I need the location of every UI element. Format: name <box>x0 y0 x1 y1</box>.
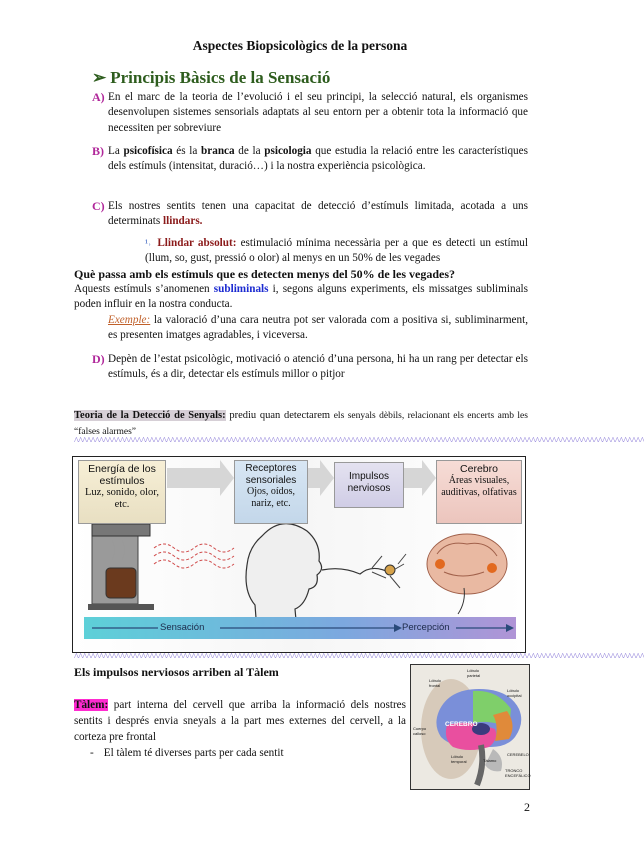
impulses-heading: Els impulsos nerviosos arriben al Tàlem <box>74 665 279 679</box>
box-impulses-title: Impulsos nerviosos <box>347 471 391 494</box>
dash-bullet: - <box>90 747 94 759</box>
brain-label-occipital: Lóbulo occipital <box>507 688 522 698</box>
box-brain-title: Cerebro <box>460 463 498 475</box>
box-receptors-body: Ojos, oídos, nariz, etc. <box>246 486 296 509</box>
brain-diagram <box>410 664 530 790</box>
page-number: 2 <box>524 800 530 814</box>
subliminal-text: Aquests estímuls s’anomenen subliminals i, segons alguns experiments, els missatges subliminals poden influir en la nostra conducta. <box>74 283 529 311</box>
item-b-label: B) <box>92 144 104 158</box>
box-energy-title: Energía de los estímulos <box>88 463 156 487</box>
question-heading: Què passa amb els estímuls que es detecten menys del 50% de les vegades? <box>74 267 455 281</box>
item-c-text: Els nostres sentits tenen una capacitat de detecció d’estímuls limitada, acotada a uns determinats llindars. <box>108 200 528 228</box>
detection-theory: Teoria de la Detecció de Senyals: prediu quan detectarem els senyals dèbils, relacionant els encerts amb les “falses alarmes” <box>74 410 528 438</box>
brain-label-callosum: Cuerpo calloso <box>413 726 427 736</box>
page-title: Aspectes Biopsicològics de la persona <box>192 38 408 53</box>
item-d-label: D) <box>92 352 105 366</box>
brain-label-parietal: Lóbulo parietal <box>467 668 481 678</box>
brain-label-cerebellum: CEREBELO <box>507 752 529 757</box>
bar-label-sensation: Sensación <box>160 622 205 633</box>
talem-definition: Tàlem: part interna del cervell que arriba la informació dels nostres sentits i després envia sneyals a la part mes externes del cervell, a la corteza pre frontal <box>74 699 406 743</box>
wave-divider-top: ^^^^^^^^^^^^^^^^^^^^^^^^^^^^^^^^^^^^^^^^^^^^^^^^^^^^^^^^^^^^^^^^^^^^^^^^^^^^^^^^^^^^^^^^^^^^^^^^^^^^^^^^^^^^^^^^^^^^^^^^^^^^^^^^^^^^^^^^ <box>74 436 644 447</box>
brain-label-brainstem: TRONCO ENCEFÁLICO <box>505 768 531 778</box>
item-d-text: Depèn de l’estat psicològic, motivació o atenció d’una persona, hi ha un rang per detectar els estímuls, és a dir, detectar els estímuls millor o pitjor <box>108 353 528 381</box>
example-text: Exemple: la valoració d’una cara neutra pot ser valorada com a positiva si, subliminarment, es presenten imatges agradables, i viceversa. <box>108 314 528 342</box>
bar-label-perception: Percepción <box>402 622 450 633</box>
box-brain-body: Áreas visuales, auditivas, olfativas <box>441 475 517 498</box>
brain-label-frontal: Lóbulo frontal <box>429 678 442 688</box>
section-heading-text: Principis Bàsics de la Sensació <box>110 68 331 87</box>
llindar-absolut: ¹˒ Llindar absolut: estimulació mínima necessària per a que es detecti un estímul (llum, so, gust, pressió o olor) al menys en un 50% de les vegades <box>145 237 528 265</box>
item-c-label: C) <box>92 199 105 213</box>
item-a-text: En el marc de la teoria de l’evolució i el seu principi, la selecció natural, els organismes desenvolupen sistemes sensorials adaptats al seu entorn per a obtenir tota la informació que necessiten per sobreviure <box>108 91 528 134</box>
sensation-perception-figure <box>72 456 526 653</box>
brain-label-temporal: Lóbulo temporal <box>451 754 467 764</box>
box-energy-body: Luz, sonido, olor, etc. <box>85 487 159 510</box>
box-impulses <box>334 462 404 508</box>
box-receptors <box>234 460 308 524</box>
box-energy <box>78 460 166 524</box>
arrow-bullet-icon: ➢ <box>92 68 107 87</box>
item-a-label: A) <box>92 90 105 104</box>
wave-divider-bottom: ^^^^^^^^^^^^^^^^^^^^^^^^^^^^^^^^^^^^^^^^^^^^^^^^^^^^^^^^^^^^^^^^^^^^^^^^^^^^^^^^^^^^^^^^^^^^^^^^^^^^^^^^^^^^^^^^^^^^^^^^^^^^^^^^^^^^^^^^ <box>74 652 644 663</box>
item-b-text: La psicofísica és la branca de la psicologia que estudia la relació entre les característiques dels estímuls (intensitat, duració…) i la nostra experiència psicològica. <box>108 145 528 173</box>
section-heading <box>92 68 330 88</box>
talem-bullet: - El tàlem té diverses parts per cada sentit <box>90 747 284 759</box>
brain-center-label: CEREBRO <box>445 721 478 728</box>
sub-bullet-icon: ¹˒ <box>145 238 152 249</box>
box-brain <box>436 460 522 524</box>
brain-label-thalamus: Tálamo <box>483 758 497 763</box>
box-receptors-title: Receptores sensoriales <box>245 463 297 486</box>
